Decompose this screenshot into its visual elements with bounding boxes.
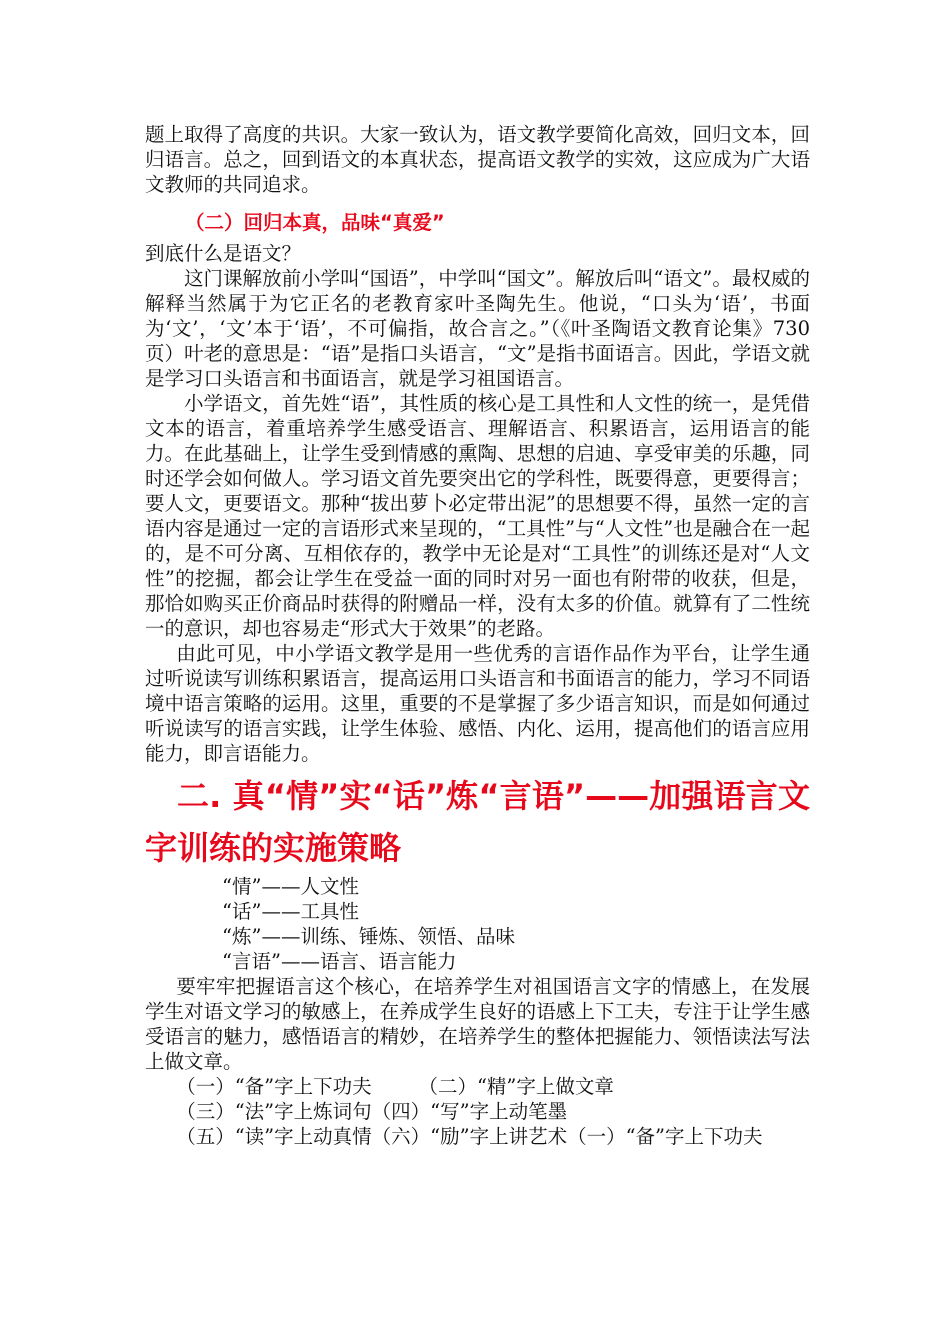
definition-item: “情”——人文性 [222, 875, 359, 898]
section-heading-2: （二）回归本真，品味“真爱” [185, 211, 445, 234]
strategy-line-3: （五）“读”字上动真情（六）“励”字上讲艺术（一）“备”字上下功夫 [176, 1125, 763, 1148]
paragraph-1: 这门课解放前小学叫“国语”，中学叫“国文”。解放后叫“语文”。最权威的解释当然属于为它正名的老教育家叶圣陶先生。他说，“口头为‘语’，书面为‘文’，‘文’本于‘语’，不可偏指，故合言之。”（《叶圣陶语文教育论集》730页）叶老的意思是：“语”是指口头语言，“文”是指书面语言。因此，学语文就是学习口头语言和书面语言，就是学习祖国语言。 [145, 267, 810, 390]
document-page [145, 122, 810, 1149]
paragraph-3: 由此可见，中小学语文教学是用一些优秀的言语作品作为平台，让学生通过听说读写训练积累语言，提高运用口头语言和书面语言的能力，学习不同语境中语言策略的运用。这里，重要的不是掌握了多少语言知识，而是如何通过听说读写的语言实践，让学生体验、感悟、内化、运用，提高他们的语言应用能力，即言语能力。 [145, 642, 810, 765]
strategy-item-1: （一）“备”字上下功夫 [176, 1075, 372, 1098]
strategy-list [145, 1074, 810, 1149]
definition-item: “炼”——训练、锤炼、领悟、品味 [222, 925, 515, 948]
question-line: 到底什么是语文？ [145, 242, 302, 265]
definition-item: “话”——工具性 [222, 900, 359, 923]
strategy-line-1 [145, 1074, 810, 1099]
strategy-item-2: （二）“精”字上做文章 [418, 1075, 614, 1098]
paragraph-4: 要牢牢把握语言这个核心，在培养学生对祖国语言文字的情感上，在发展学生对语文学习的敏感上，在养成学生良好的语感上下工夫，专注于让学生感受语言的魅力，感悟语言的精妙，在培养学生的整体把握能力、领悟读法写法上做文章。 [145, 975, 810, 1073]
main-heading: 二. 真“情”实“话”炼“言语”——加强语言文字训练的实施策略 [145, 777, 810, 867]
definition-list [222, 874, 810, 974]
strategy-line-2: （三）“法”字上炼词句（四）“写”字上动笔墨 [176, 1100, 568, 1123]
definition-item: “言语”——语言、语言能力 [222, 950, 457, 973]
paragraph-2: 小学语文，首先姓“语”，其性质的核心是工具性和人文性的统一，是凭借文本的语言，着重培养学生感受语言、理解语言、积累语言，运用语言的能力。在此基础上，让学生受到情感的熏陶、思想的启迪、享受审美的乐趣，同时还学会如何做人。学习语文首先要突出它的学科性，既要得意，更要得言；要人文，更要语文。那种“拔出萝卜必定带出泥”的思想要不得，虽然一定的言语内容是通过一定的言语形式来呈现的，“工具性”与“人文性”也是融合在一起的，是不可分离、互相依存的，教学中无论是对“工具性”的训练还是对“人文性”的挖掘，都会让学生在受益一面的同时对另一面也有附带的收获，但是，那恰如购买正价商品时获得的附赠品一样，没有太多的价值。就算有了二性统一的意识，却也容易走“形式大于效果”的老路。 [145, 392, 810, 640]
intro-paragraph: 题上取得了高度的共识。大家一致认为，语文教学要简化高效，回归文本，回归语言。总之，回到语文的本真状态，提高语文教学的实效，这应成为广大语文教师的共同追求。 [145, 123, 810, 196]
